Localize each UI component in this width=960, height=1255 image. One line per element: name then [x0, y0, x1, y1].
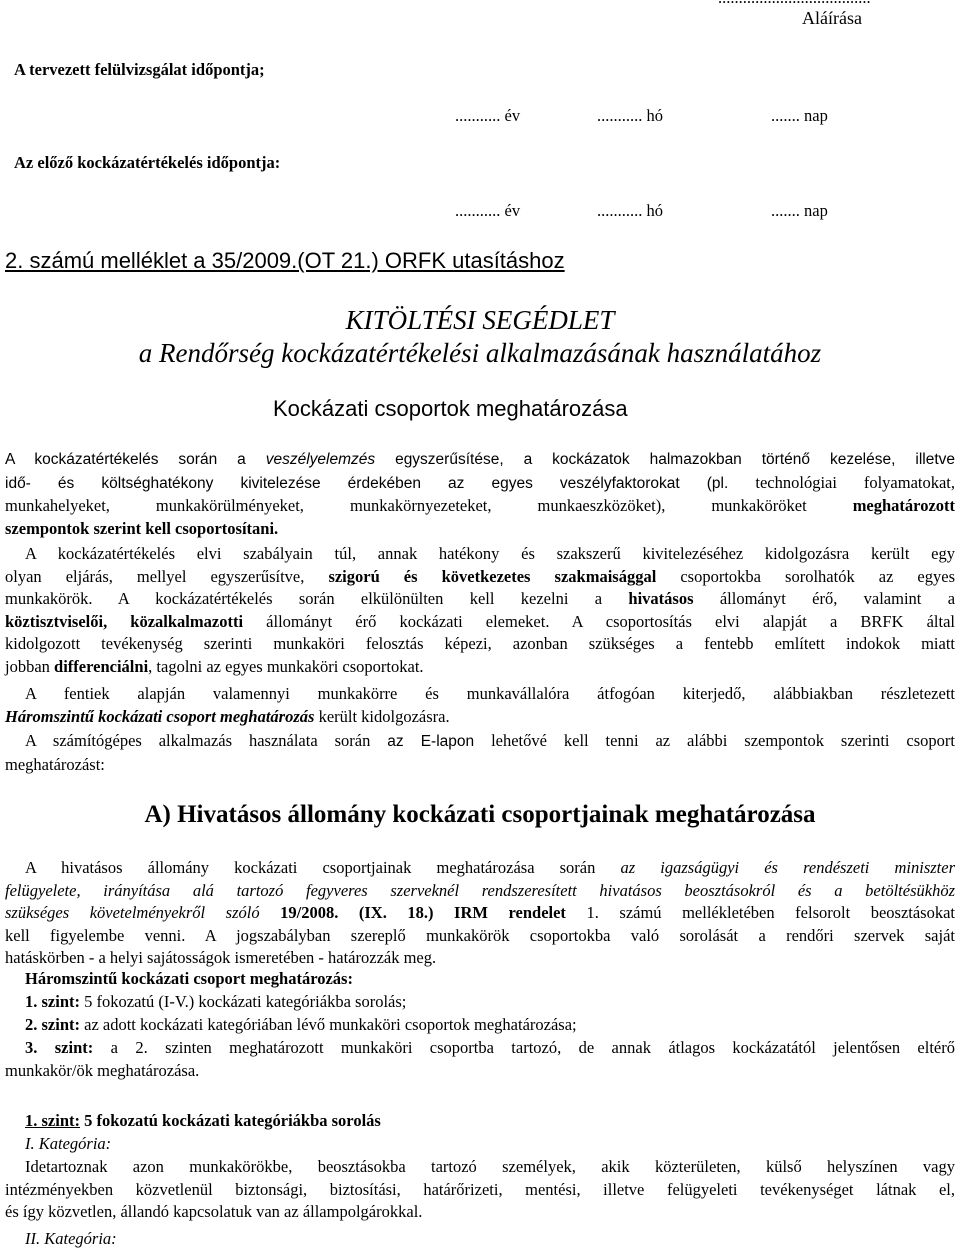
level-item-2: 2. szint: az adott kockázati kategóriában lévő munkaköri csoportok meghatározása;	[25, 1015, 577, 1034]
levels-heading: Háromszintű kockázati csoport meghatározás:	[25, 969, 353, 988]
document-title: KITÖLTÉSI SEGÉDLET	[345, 305, 615, 335]
previous-date-month: ........... hó	[597, 201, 663, 220]
document-subtitle: a Rendőrség kockázatértékelési alkalmazásának használatához	[138, 338, 822, 368]
level-item-1: 1. szint: 5 fokozatú (I-V.) kockázati kategóriákba sorolás;	[25, 992, 407, 1011]
review-date-label: A tervezett felülvizsgálat időpontja;	[14, 60, 265, 79]
level-item-3: 3. szint: a 2. szinten meghatározott munkaköri csoportba tartozó, de annak átlagos kockázatától jelentősen eltérő munkakör/ök meghatározása.	[5, 1038, 955, 1080]
previous-date-day: ....... nap	[771, 201, 828, 220]
review-date-year: ........... év	[455, 106, 521, 125]
paragraph-1: A kockázatértékelés során a veszélyelemzés egyszerűsítése, a kockázatok halmazokban történő kezelése, illetve idő- és költséghatékony kivitelezése érdekében az egyes veszélyfaktorokat (pl. technológiai folyamatokat, munkahelyeket, munkakörülményeket, munkakörnyezeteket, munkaeszközöket), munkaköröket meghatározott szempontok szerint kell csoportosítani.	[5, 451, 956, 538]
signature-label: Aláírása	[802, 8, 862, 28]
category-1-text: Idetartoznak azon munkakörökbe, beosztásokba tartozó személyek, akik közterületen, külső helyszínen vagy intézményekben közvetlenül biztonsági, biztosítási, határőrizeti, mentési, illetve felügyeleti tevékenységet látnak el, és így közvetlen, állandó kapcsolatuk van az állampolgárokkal.	[5, 1157, 955, 1221]
paragraph-3: A fentiek alapján valamennyi munkakörre és munkavállalóra átfogóan kiterjedő, alábbiakban részletezett Háromszintű kockázati csoport meghatározás került kidolgozásra.	[5, 684, 955, 726]
section-title: Kockázati csoportok meghatározása	[273, 396, 628, 421]
review-date-month: ........... hó	[597, 106, 663, 125]
category-1-label: I. Kategória:	[25, 1134, 112, 1153]
level1-heading: 1. szint: 5 fokozatú kockázati kategóriákba sorolás	[25, 1111, 381, 1130]
paragraph-2: A kockázatértékelés elvi szabályain túl, annak hatékony és szakszerű kivitelezéséhez kidolgozásra került egy olyan eljárás, mellyel egyszerűsítve, szigorú és következetes szakmaisággal csoportokba sorolhatók az egyes munkakörök. A kockázatértékelés során elkülönülten kell kezelni a hivatásos állományt érő, valamint a köztisztviselői, közalkalmazotti állományt érő kockázati elemeket. A csoportosítás elvi alapját a BRFK által kidolgozott tevékenység szerinti munkaköri felosztás képezi, azonban szükséges a fentebb említett indokok miatt jobban differenciálni, tagolni az egyes munkaköri csoportokat.	[5, 544, 956, 676]
annex-reference: 2. számú melléklet a 35/2009.(OT 21.) ORFK utasításhoz	[5, 248, 565, 273]
previous-date-year: ........... év	[455, 201, 521, 220]
previous-date-label: Az előző kockázatértékelés időpontja:	[14, 153, 281, 172]
paragraph-4: A számítógépes alkalmazás használata során az E-lapon lehetővé kell tenni az alábbi szempontok szerinti csoport meghatározást:	[5, 731, 955, 774]
review-date-day: ....... nap	[771, 106, 828, 125]
category-2-label: II. Kategória:	[25, 1229, 117, 1248]
paragraph-5: A hivatásos állomány kockázati csoportjainak meghatározása során az igazságügyi és rendészeti miniszter felügyelete, irányítása alá tartozó fegyveres szerveknél rendszeresített hivatásos beosztásokról és a betöltésükhöz szükséges követelményekről szóló 19/2008. (IX. 18.) IRM rendelet 1. számú mellékletében felsorolt beosztásokat kell figyelembe venni. A jogszabályban szereplő munkakörök csoportokba való sorolását a rendőri szervek saját hatáskörben - a helyi sajátosságok ismeretében - határozzák meg.	[5, 858, 956, 967]
heading-a: A) Hivatásos állomány kockázati csoportjainak meghatározása	[144, 801, 816, 828]
